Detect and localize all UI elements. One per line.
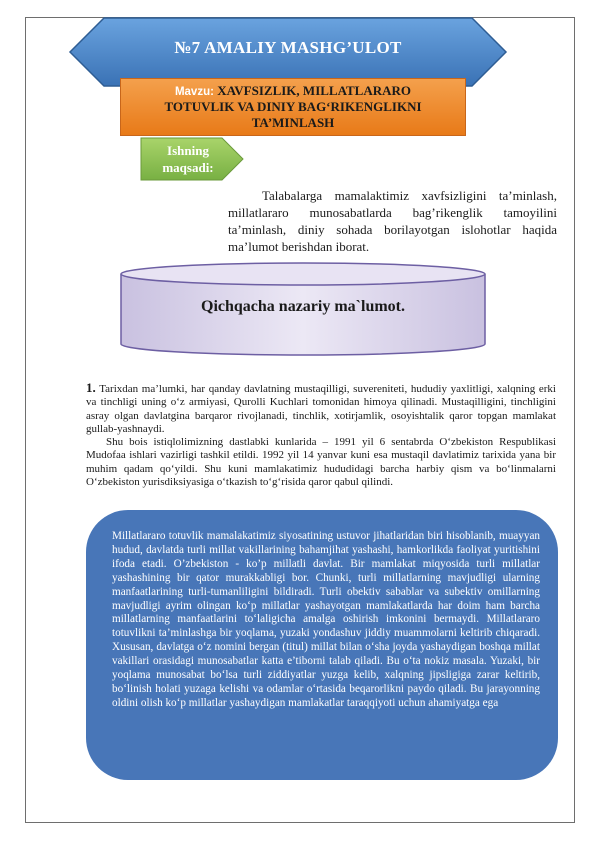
body-text <box>86 381 556 489</box>
goal-label <box>140 137 244 181</box>
highlight-text: Millatlararo totuvlik mamalakatimiz siyosatining ustuvor jihatlaridan biri hisoblanib, muayyan hudud, davlatda turli millat vakillarining bahamjihat yashashi, hamkorlikda faoliyat yuritishini ifoda etadi. O’zbekiston - ko’p millatli davlat. Bir mamlakat miqyosida turli millatlar yashashining bir qator murakkabligi bor. Chunki, turli millatlarning mavjudligi ularning manfaatlarining turli-tumanliligini bildiradi. Turli obektiv sabablar va subektiv omillarning mavjudligi ayrim olingan ko‘p millatlar yashayotgan mamlakatlarda har doim ham barcha millatlarning manfaatlarini to‘laligicha amalga oshirish imkonini bermaydi. Millatlararo totuvlikni ta’minlashga bir yoqlama, yuzaki yondashuv jiddiy muammolarni keltirib chiqaradi. Xususan, davlatga o‘z nomini bergan (titul) millat bilan o‘sha joyda yashaydigan boshqa millat vakillari orasidagi munosabatlar katta e’tiborni talab qiladi. Bu o‘ta nokiz masala. Yuzaki, bir yoqlama munosabat bo‘lsa turli ziddiyatlar yuzga kelib, xalqning jipsligiga zarar keltirib, bo‘linish holati yuzaga kelishi va odamlar o‘rtasida beqarorlikni paydo qiladi. Bu jarayonning oldini olish ko‘p millatlar yashaydigan mamlakatlar taraqqiyoti uchun ahamiyatga ega <box>112 530 540 709</box>
topic-title-2: TOTUVLIK VA DINIY BAG‘RIKENGLIKNI <box>164 99 422 114</box>
section-title: Qichqacha nazariy ma`lumot. <box>201 298 405 315</box>
paragraph-1 <box>86 381 556 436</box>
highlight-box <box>86 510 558 780</box>
goal-label-line-2: maqsadi: <box>162 160 214 175</box>
section-cylinder <box>120 262 486 356</box>
goal-label-text <box>148 142 228 176</box>
topic-title-3: TA’MINLASH <box>251 115 335 130</box>
goal-label-line-1: Ishning <box>167 143 209 158</box>
topic-line-1 <box>121 83 465 99</box>
paragraph-2: Shu bois istiqlolimizning dastlabki kunlarida – 1991 yil 6 sentabrda O‘zbekiston Respublikasi Mudofaa ishlari vazirligi tashkil etildi. 1992 yil 14 yanvar kuni esa mustaqil davlatimiz tarixida yana bir muhim qadam qo‘yildi. Shu kuni mamlakatimiz hududidagi barcha harbiy qism va bo‘linmalarni O‘zbekiston yurisdiksiyasiga o‘tkazish to‘g‘risida qaror qabul qilindi. <box>86 436 556 489</box>
goal-paragraph: Talabalarga mamalaktimiz xavfsizligini ta’minlash, millatlararo munosabatlarda bag’rikenglik tamoyilini ta’minlash, diniy sohada borilayotgan islohotlar haqida ma’lumot berishdan iborat. <box>228 188 557 254</box>
topic-prefix: Mavzu: <box>174 86 214 98</box>
topic-box <box>120 78 466 136</box>
paragraph-1-text: Tarixdan ma’lumki, har qanday davlatning mustaqilligi, suvereniteti, hududiy yaxlitligi, xalqning erki va tinchligi uning o‘z armiyasi, Qurolli Kuchlari tomonidan himoya qilinadi. Mustaqilligini, tinchligini asray olgan davlatgina barqaror rivojlanadi, tinchlik, xotirjamlik, osoyishtalik qaror topgan mamlakat gullab-yashnaydi. <box>86 383 556 435</box>
topic-title-1: XAVFSIZLIK, MILLATLARARO <box>217 83 412 98</box>
page-title: №7 AMALIY MASHG’ULOT <box>174 38 402 57</box>
paragraph-number: 1. <box>86 380 96 395</box>
